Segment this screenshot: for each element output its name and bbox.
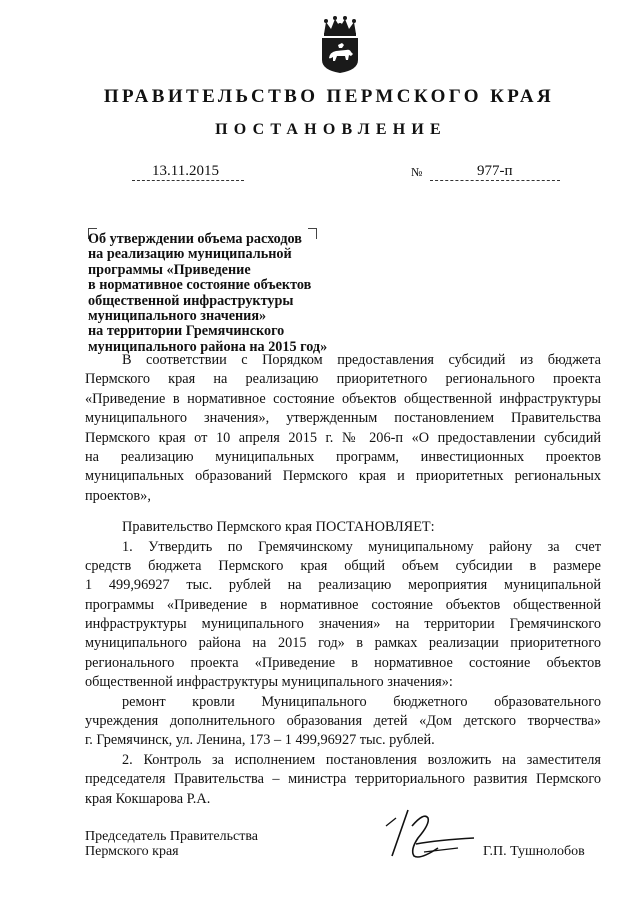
body-line: регионального проекта «Приведение в нормативное состояние объектов xyxy=(85,654,601,671)
coat-of-arms-emblem xyxy=(318,14,362,74)
date-underline xyxy=(132,180,244,181)
subject-line: муниципального значения» xyxy=(88,308,267,325)
body-line: муниципального значения», утвержденным постановлением Правительства xyxy=(85,410,601,427)
item-2-paragraph xyxy=(85,751,601,809)
item-1-paragraph xyxy=(85,538,601,693)
body-line: программы «Приведение в нормативное состояние объектов общественной xyxy=(85,596,601,613)
subject-line: в нормативное состояние объектов xyxy=(88,277,312,294)
body-line: на реализацию муниципальных программ, инвестиционных проектов xyxy=(85,448,601,465)
document-body xyxy=(85,351,601,809)
signer-name: Г.П. Тушнолобов xyxy=(483,844,585,859)
subject-line: муниципального района на 2015 год» xyxy=(88,338,328,355)
number-sign: № xyxy=(411,165,423,179)
body-line: учреждения дополнительного образования детей «Дом детского творчества» xyxy=(85,713,601,730)
body-line: края Кокшарова Р.А. xyxy=(85,790,211,807)
signer-position-line: Председатель Правительства xyxy=(85,829,258,844)
subject-line: на реализацию муниципальной xyxy=(88,246,292,263)
subject-line: общественной инфраструктуры xyxy=(88,292,294,309)
body-line: Пермского края от 10 апреля 2015 г. № 206-п «О предоставлении субсидий xyxy=(85,429,601,446)
body-line: 1. Утвердить по Гремячинскому муниципальному району за счет xyxy=(122,538,601,555)
resolves-statement: Правительство Пермского края ПОСТАНОВЛЯЕТ: xyxy=(122,519,435,536)
preamble-paragraph xyxy=(85,351,601,506)
item-1-detail-paragraph xyxy=(85,693,601,751)
document-date: 13.11.2015 xyxy=(152,163,219,179)
body-line: проектов», xyxy=(85,487,151,504)
signer-position xyxy=(85,829,258,859)
government-title: ПРАВИТЕЛЬСТВО ПЕРМСКОГО КРАЯ xyxy=(103,86,555,107)
body-line: председателя Правительства – министра территориального развития Пермского xyxy=(85,771,601,788)
body-line: 1 499,96927 тыс. рублей на реализацию мероприятия муниципальной xyxy=(85,577,601,594)
document-type-title: ПОСТАНОВЛЕНИЕ xyxy=(215,121,447,138)
body-line: муниципальных образований Пермского края и приоритетных региональных xyxy=(85,468,601,485)
subject-line: Об утверждении объема расходов xyxy=(88,231,302,247)
document-number: 977-п xyxy=(477,163,513,179)
handwritten-signature xyxy=(378,804,496,866)
signer-position-line: Пермского края xyxy=(85,844,179,859)
document-subject xyxy=(88,232,378,355)
body-line: муниципального района на 2015 год» в рамках реализации приоритетного xyxy=(85,635,601,652)
body-line: г. Гремячинск, ул. Ленина, 173 – 1 499,96927 тыс. рублей. xyxy=(85,732,435,749)
subject-line: на территории Гремячинского xyxy=(88,323,285,340)
body-line: общественной инфраструктуры муниципального значения»: xyxy=(85,674,453,691)
number-underline xyxy=(430,180,560,181)
body-line: инфраструктуры муниципального значения» на территории Гремячинского xyxy=(85,616,601,633)
body-line: ремонт кровли Муниципального бюджетного образовательного xyxy=(122,693,601,710)
body-line: «Приведение в нормативное состояние объектов общественной инфраструктуры xyxy=(85,390,601,407)
body-line: 2. Контроль за исполнением постановления возложить на заместителя xyxy=(122,751,601,768)
body-line: средств бюджета Пермского края общий объем субсидии в размере xyxy=(85,557,601,574)
subject-line: программы «Приведение xyxy=(88,261,251,278)
body-line: В соответствии с Порядком предоставления субсидий из бюджета xyxy=(122,352,601,368)
body-line: Пермского края на реализацию приоритетного регионального проекта xyxy=(85,371,601,388)
